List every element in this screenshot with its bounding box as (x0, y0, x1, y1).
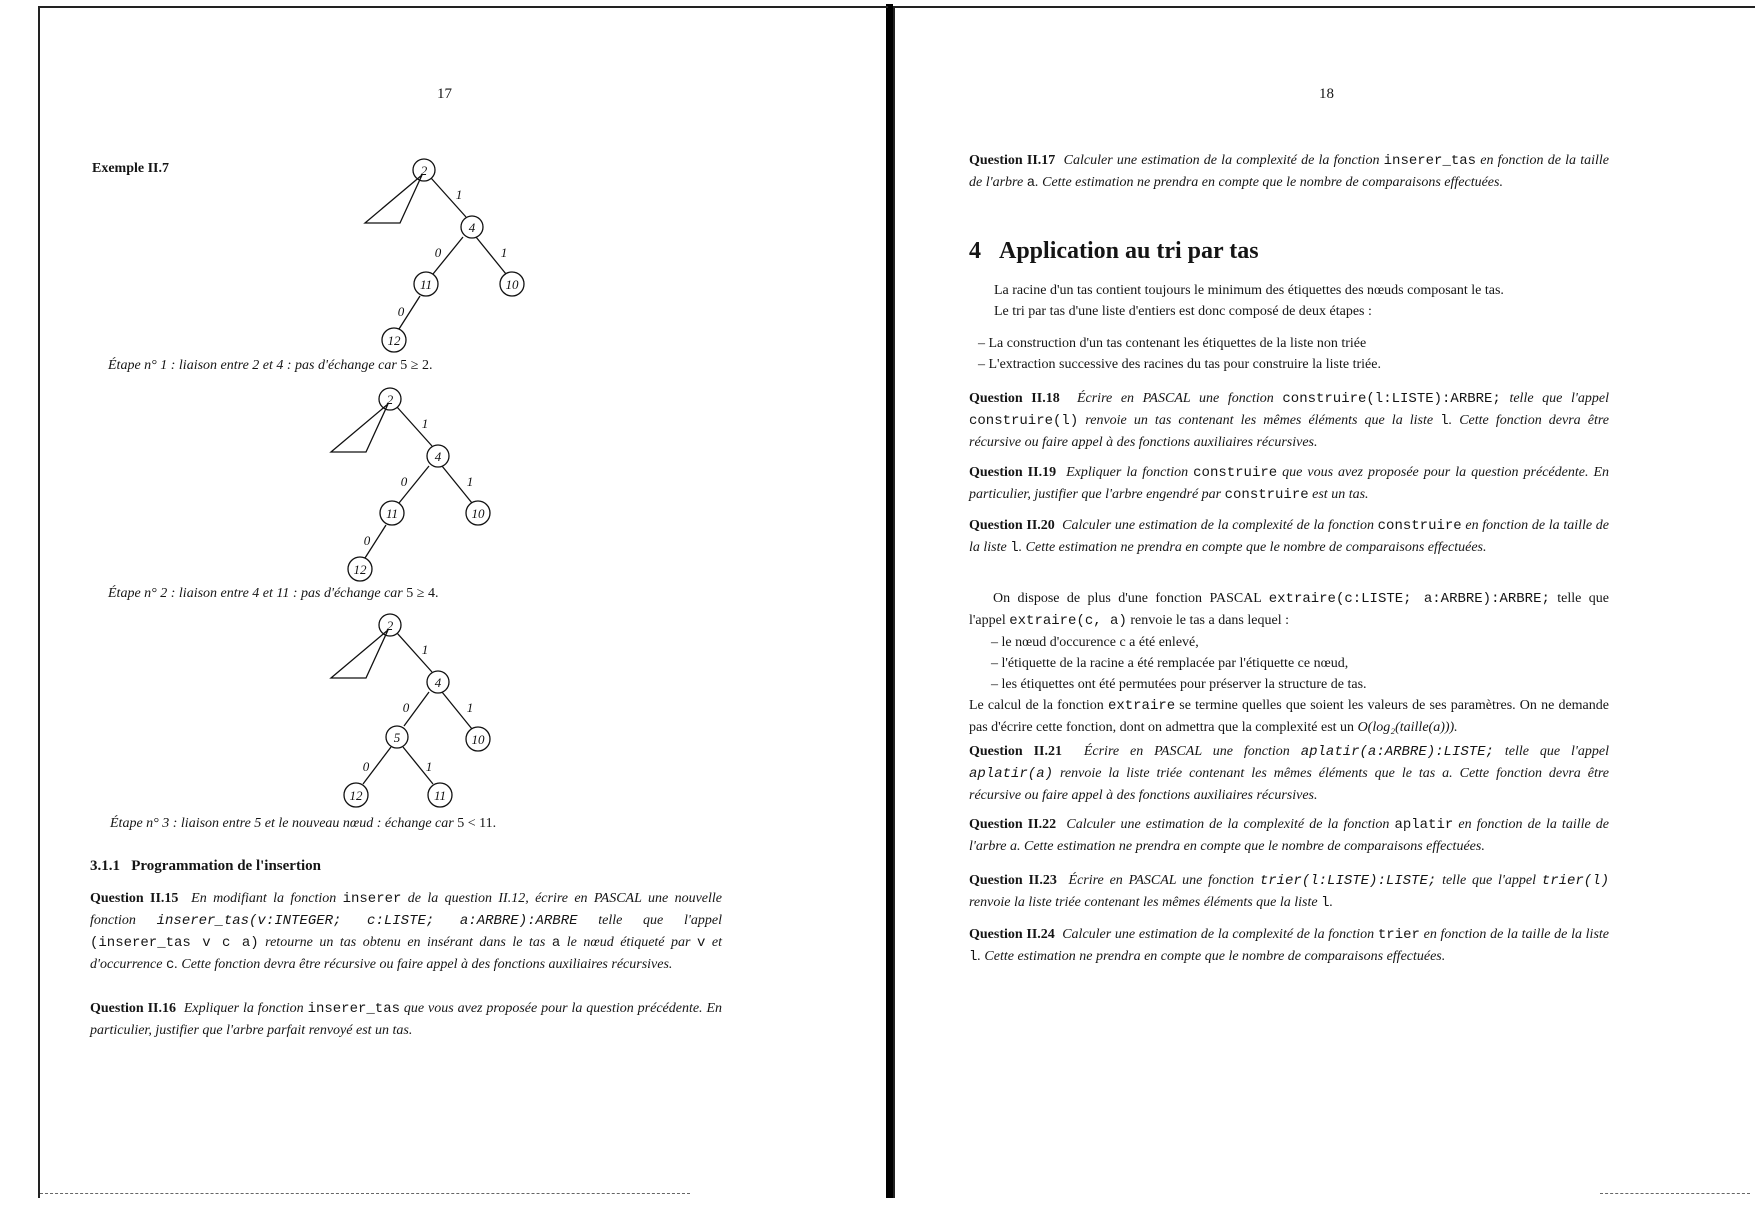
question-text: que vous avez proposée pour la question précédente. En particulier, justifier que l'arbre parfait renvoyé est un tas. (90, 1001, 723, 1038)
code-fragment: extraire (1107, 698, 1176, 714)
question-text: en fonction de la taille de l'arbre a. Cette estimation ne prendra en compte que le nombre de comparaisons effectuées. (969, 817, 1610, 854)
code-fragment: extraire(c, a) (1009, 613, 1127, 629)
right-page (893, 6, 1755, 1198)
caption-step-1 (108, 358, 432, 374)
question-text: Écrire en PASCAL une fonction (1068, 873, 1260, 888)
edge-label: 1 (466, 700, 474, 715)
code-fragment: construire (1224, 487, 1309, 503)
code-fragment: trier (1377, 927, 1420, 943)
question-text: en fonction de la taille de l'arbre (969, 153, 1609, 190)
question-II-18 (969, 388, 1609, 453)
list-item: – l'étiquette de la racine a été remplacée par l'étiquette ce nœud, (991, 653, 1609, 674)
question-label: Question II.24 (969, 927, 1055, 942)
question-text: telle que l'appel (577, 913, 722, 928)
subtree-triangle (331, 404, 388, 452)
code-fragment: aplatir(a) (969, 766, 1054, 782)
code-fragment: a (551, 935, 561, 951)
list-item: – le nœud d'occurence c a été enlevé, (991, 632, 1609, 653)
edge-label: 0 (362, 759, 370, 774)
question-label: Question II.15 (90, 891, 179, 906)
caption-step-2 (108, 586, 438, 602)
question-II-24 (969, 924, 1609, 968)
left-page (38, 6, 888, 1198)
page-number-left: 17 (437, 86, 452, 102)
node-label: 2 (420, 163, 428, 178)
question-text: . Cette fonction devra être récursive ou faire appel à des fonctions auxiliaires récursives. (969, 413, 1609, 450)
tree-diagram-step-3 (306, 608, 566, 823)
subsection-title: Programmation de l'insertion (131, 858, 321, 874)
question-text: est un tas. (1308, 487, 1369, 502)
code-fragment: l (969, 949, 978, 965)
question-label: Question II.16 (90, 1001, 176, 1016)
edge-label: 0 (400, 474, 408, 489)
subtree-triangle (365, 175, 422, 223)
question-text: . (1329, 895, 1334, 910)
question-label: Question II.19 (969, 465, 1057, 480)
code-fragment: inserer_tas (1383, 153, 1477, 169)
node-label: 10 (505, 277, 519, 292)
question-text: telle que l'appel (1493, 744, 1610, 759)
edge-label: 1 (466, 474, 474, 489)
edge-label: 1 (455, 187, 463, 202)
edge-label: 1 (421, 416, 429, 431)
caption-relation: 5 < 11. (457, 816, 497, 831)
edge-label: 1 (425, 759, 433, 774)
code-fragment: inserer (342, 891, 402, 907)
question-text: . Cette estimation ne prendra en compte que le nombre de comparaisons effectuées. (1035, 175, 1503, 190)
edge-label: 1 (500, 245, 508, 260)
question-text: En modifiant la fonction (191, 891, 343, 906)
question-text: Calculer une estimation de la complexité de la fonction (1066, 817, 1395, 832)
node-label: 11 (433, 788, 447, 803)
question-II-15 (90, 888, 722, 976)
section-number: 4 (969, 238, 981, 264)
question-II-22 (969, 814, 1609, 857)
edge-label: 0 (363, 533, 371, 548)
question-label: Question II.20 (969, 518, 1055, 533)
code-fragment: v (696, 935, 706, 951)
section-title: Application au tri par tas (999, 238, 1259, 264)
question-text: . Cette estimation ne prendra en compte que le nombre de comparaisons effectuées. (977, 949, 1446, 964)
code-fragment: l (1440, 413, 1449, 429)
question-text: et d'occurrence (90, 935, 722, 972)
subtree-triangle (331, 630, 388, 678)
list-item: – L'extraction successive des racines du tas pour construire la liste triée. (978, 354, 1598, 375)
node-label: 11 (385, 506, 399, 521)
caption-relation: 5 ≥ 4. (406, 586, 439, 601)
question-text: telle que l'appel (1500, 391, 1610, 406)
caption-text: Étape n° 3 : liaison entre 5 et le nouveau nœud : échange car (110, 816, 458, 831)
question-label: Question II.21 (969, 744, 1062, 759)
paragraph-text: telle que l'appel (969, 591, 1610, 628)
question-text: Expliquer la fonction (1066, 465, 1194, 480)
paragraph-text: On dispose de plus d'une fonction PASCAL (993, 591, 1269, 606)
node-label: 4 (434, 675, 442, 690)
edge-label: 1 (421, 642, 429, 657)
question-text: Calculer une estimation de la complexité de la fonction (1062, 518, 1378, 533)
tree-diagram-step-1 (340, 153, 600, 358)
caption-text: Étape n° 2 : liaison entre 4 et 11 : pas d'échange car (108, 586, 407, 601)
question-text: Calculer une estimation de la complexité de la fonction (1062, 927, 1378, 942)
question-II-20 (969, 515, 1609, 559)
subsection-heading (90, 858, 321, 875)
steps-list (978, 333, 1598, 375)
question-text: retourne un tas obtenu en insérant dans le tas (258, 935, 552, 950)
node-label: 10 (471, 506, 485, 521)
caption-text: Étape n° 1 : liaison entre 2 et 4 : pas d'échange car (108, 358, 401, 373)
code-fragment: construire (1377, 518, 1462, 534)
section-heading (969, 238, 1259, 265)
code-fragment: (inserer_tas v c a) (90, 935, 259, 951)
code-fragment: a (1026, 175, 1036, 191)
code-fragment: l (1010, 540, 1019, 556)
question-text: renvoie un tas contenant les mêmes éléments que la liste (1078, 413, 1441, 428)
code-fragment: c (165, 957, 175, 973)
node-label: 11 (419, 277, 433, 292)
extraire-paragraph (969, 588, 1609, 738)
question-text: en fonction de la taille de la liste (1419, 927, 1610, 942)
node-label: 2 (386, 618, 394, 633)
example-label: Exemple II.7 (92, 161, 169, 176)
code-fragment: trier(l:LISTE):LISTE; (1259, 873, 1437, 889)
caption-relation: 5 ≥ 2. (400, 358, 433, 373)
node-label: 4 (468, 220, 476, 235)
edge-label: 0 (434, 245, 442, 260)
node-label: 12 (349, 788, 363, 803)
node-label: 12 (353, 562, 367, 577)
intro-line: La racine d'un tas contient toujours le minimum des étiquettes des nœuds composant le tas. (994, 283, 1504, 298)
paragraph-text: Le calcul de la fonction (969, 698, 1108, 713)
complexity-formula: O(log₂(taille(a))). (1357, 720, 1458, 735)
intro-paragraph (994, 280, 1614, 322)
edge-label: 0 (402, 700, 410, 715)
node-label: 2 (386, 392, 394, 407)
question-label: Question II.22 (969, 817, 1057, 832)
question-label: Question II.18 (969, 391, 1060, 406)
paragraph-text: se termine quelles que soient les valeurs de ses paramètres. On ne demande pas d'écrire cette fonction, dont on admettra que la complexité est un (969, 698, 1609, 735)
question-text: . Cette estimation ne prendra en compte que le nombre de comparaisons effectuées. (1018, 540, 1487, 555)
subsection-number: 3.1.1 (90, 858, 120, 874)
question-text: telle que l'appel (1436, 873, 1542, 888)
question-text: renvoie la liste triée contenant les mêmes éléments que la liste (969, 895, 1322, 910)
code-fragment: aplatir (1394, 817, 1454, 833)
question-II-23 (969, 870, 1609, 914)
question-text: Écrire en PASCAL une fonction (1083, 744, 1301, 759)
question-text: que vous avez proposée pour la question précédente. En particulier, justifier que l'arbre engendré par (969, 465, 1610, 502)
code-fragment: construire(l:LISTE):ARBRE; (1282, 391, 1501, 407)
question-text: renvoie la liste triée contenant les mêmes éléments que le tas a. Cette fonction devra être récursive ou faire appel à des fonctions auxiliaires récursives. (969, 766, 1609, 803)
code-fragment: construire (1193, 465, 1278, 481)
intro-line: Le tri par tas d'une liste d'entiers est donc composé de deux étapes : (994, 304, 1372, 319)
list-item: – La construction d'un tas contenant les étiquettes de la liste non triée (978, 333, 1598, 354)
tree-diagram-step-2 (306, 382, 566, 587)
question-label: Question II.17 (969, 153, 1056, 168)
extraire-conditions (969, 632, 1609, 695)
question-text: en fonction de la taille de la liste (969, 518, 1610, 555)
code-fragment: extraire(c:LISTE; a:ARBRE):ARBRE; (1268, 591, 1550, 607)
question-label: Question II.23 (969, 873, 1057, 888)
code-fragment: aplatir(a:ARBRE):LISTE; (1300, 744, 1494, 760)
node-label: 5 (393, 730, 401, 745)
node-label: 4 (434, 449, 442, 464)
code-fragment: inserer_tas(v:INTEGER; c:LISTE; a:ARBRE):ARBRE (156, 913, 578, 929)
paragraph-text: renvoie le tas a dans lequel : (1126, 613, 1289, 628)
list-item: – les étiquettes ont été permutées pour préserver la structure de tas. (991, 674, 1609, 695)
question-II-21 (969, 741, 1609, 806)
question-II-19 (969, 462, 1609, 506)
code-fragment: inserer_tas (307, 1001, 400, 1017)
page-number-right: 18 (1319, 86, 1334, 102)
question-II-16 (90, 998, 722, 1041)
question-text: le nœud étiqueté par (560, 935, 697, 950)
question-text: Expliquer la fonction (183, 1001, 308, 1016)
question-text: de la question II.12, écrire en PASCAL une nouvelle fonction (90, 891, 722, 928)
question-text: . Cette fonction devra être récursive ou faire appel à des fonctions auxiliaires récursives. (174, 957, 673, 972)
node-label: 12 (387, 333, 401, 348)
code-fragment: trier(l) (1541, 873, 1610, 889)
code-fragment: construire(l) (969, 413, 1079, 429)
question-text: Écrire en PASCAL une fonction (1076, 391, 1283, 406)
question-text: Calculer une estimation de la complexité de la fonction (1063, 153, 1384, 168)
code-fragment: l (1321, 895, 1330, 911)
edge-label: 0 (397, 304, 405, 319)
caption-step-3 (110, 816, 496, 832)
node-label: 10 (471, 732, 485, 747)
question-II-17 (969, 150, 1609, 194)
